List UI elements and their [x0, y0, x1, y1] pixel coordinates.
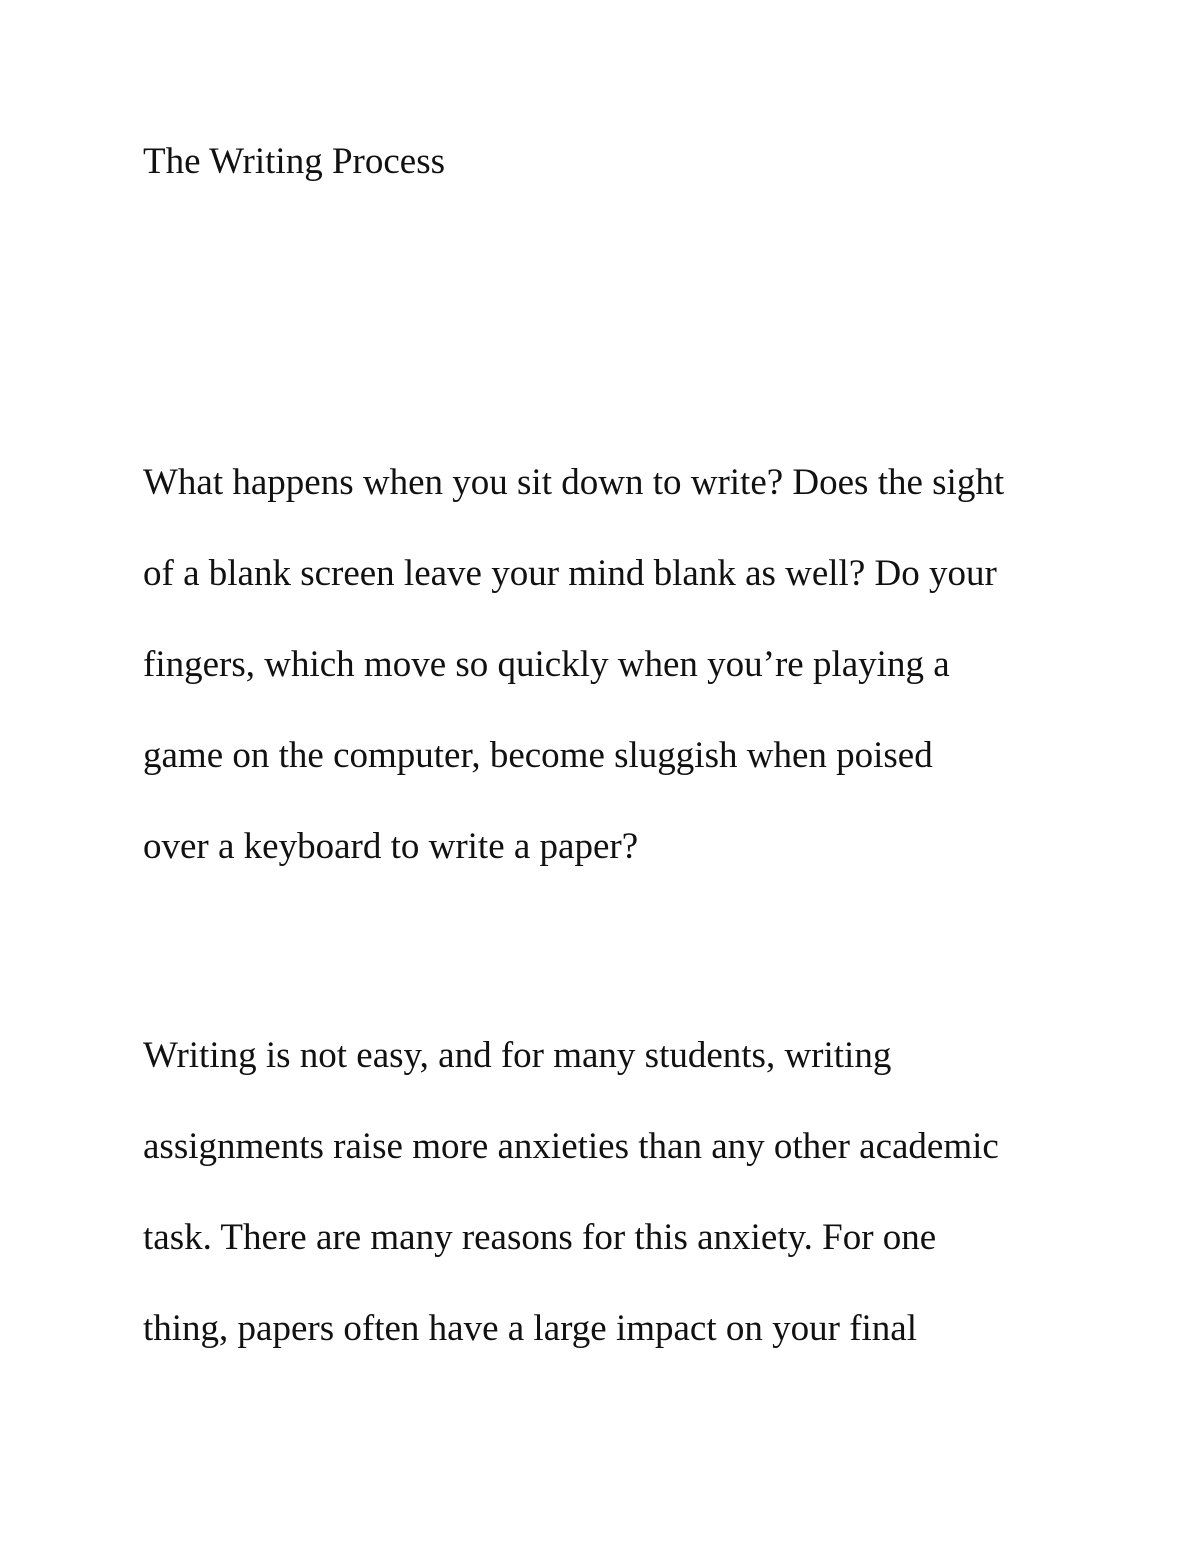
document-title: The Writing Process [143, 141, 445, 182]
paragraph-line: What happens when you sit down to write? Does the sight [143, 462, 1005, 503]
paragraph-line: task. There are many reasons for this anxiety. For one [143, 1217, 937, 1258]
paragraph-1 [143, 461, 1103, 916]
paragraph-line: game on the computer, become sluggish when poised [143, 735, 933, 776]
paragraph-line: assignments raise more anxieties than any other academic [143, 1126, 999, 1167]
paragraph-line: thing, papers often have a large impact on your final [143, 1308, 918, 1349]
paragraph-line: Writing is not easy, and for many students, writing [143, 1035, 892, 1076]
paragraph-2 [143, 1034, 1103, 1398]
paragraph-line: fingers, which move so quickly when you’re playing a [143, 644, 950, 685]
paragraph-line: over a keyboard to write a paper? [143, 826, 639, 867]
paragraph-line: of a blank screen leave your mind blank as well? Do your [143, 553, 997, 594]
